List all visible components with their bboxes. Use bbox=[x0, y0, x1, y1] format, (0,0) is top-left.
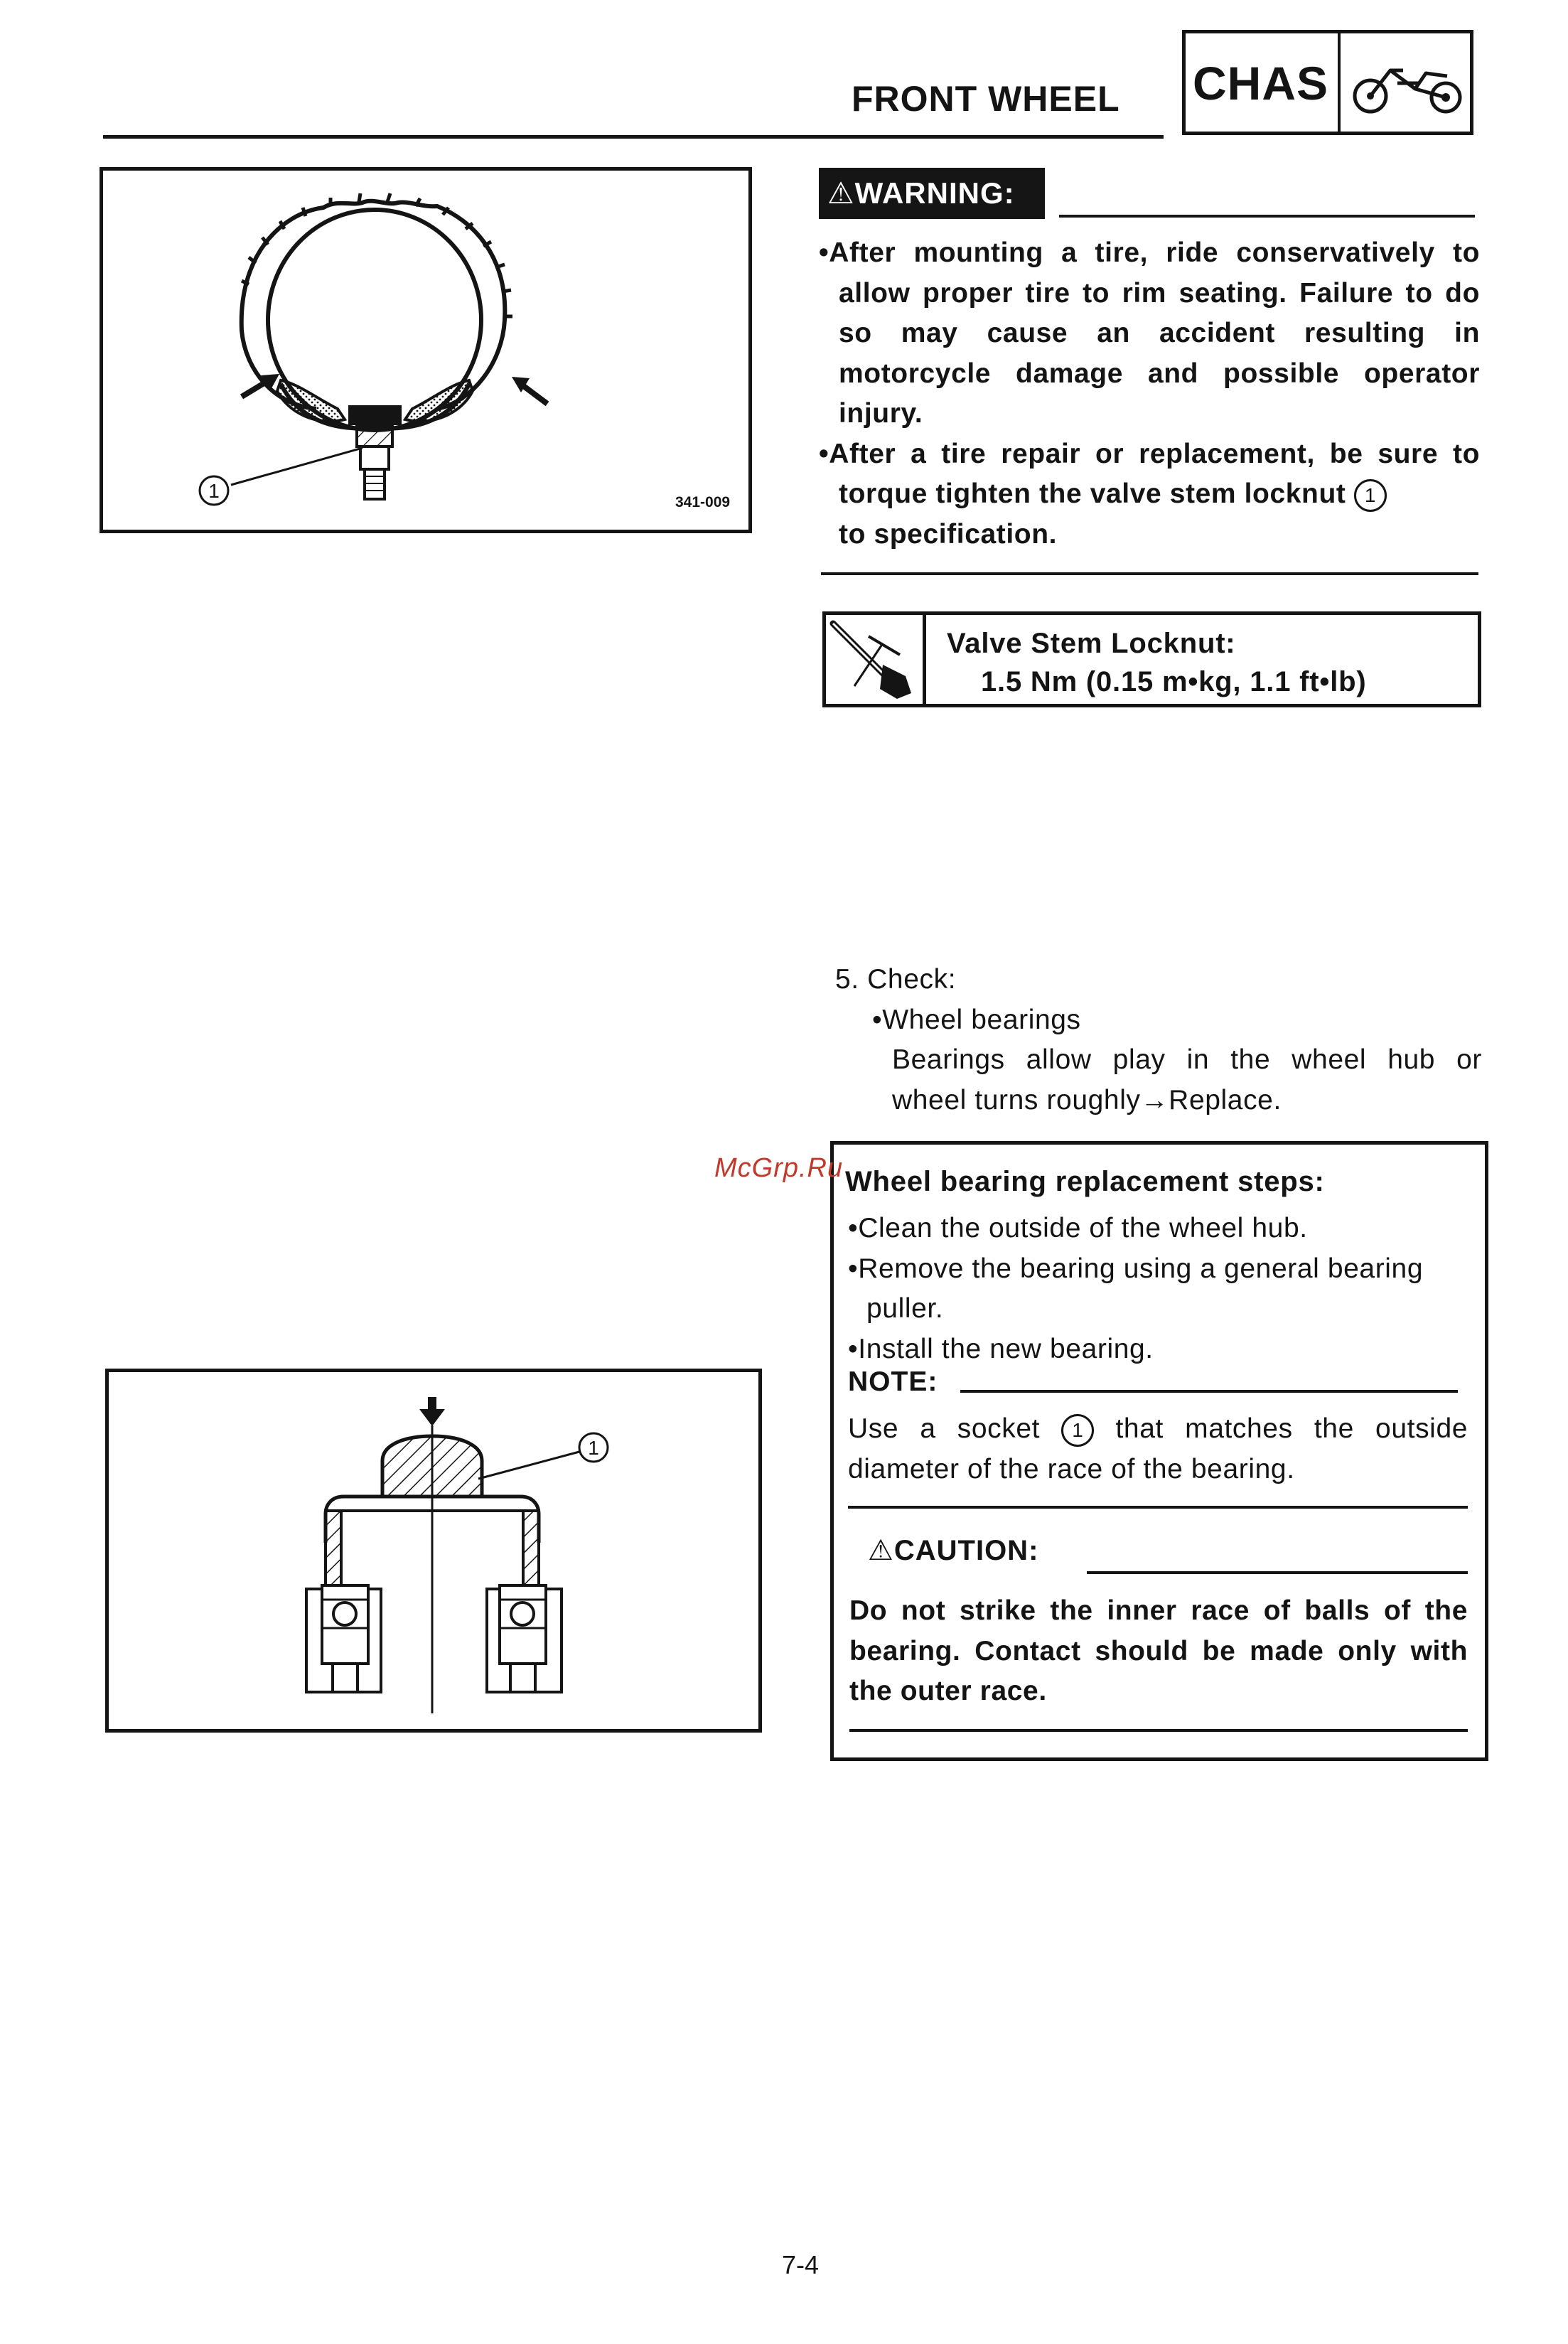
note-rule bbox=[960, 1390, 1458, 1393]
header-rule bbox=[103, 135, 1164, 139]
section-divider bbox=[1338, 33, 1341, 132]
note-end-rule bbox=[848, 1506, 1468, 1509]
replacement-list bbox=[848, 1209, 1473, 1369]
tire-valve-diagram bbox=[103, 171, 748, 530]
figure-tire-valve bbox=[100, 167, 752, 533]
bearing-replacement-box bbox=[830, 1141, 1488, 1761]
check-description: wheel turns roughly→Replace. bbox=[892, 1084, 1282, 1115]
caution-text: Do not strike the inner race of balls of the bearing. Contact should be made only with the outer race. bbox=[849, 1595, 1468, 1706]
caution-label: ⚠CAUTION: bbox=[868, 1535, 1039, 1566]
warning-rule bbox=[1059, 215, 1475, 218]
check-description: Bearings allow play in the wheel hub or bbox=[892, 1044, 1482, 1075]
list-item: •Remove the bearing using a general bearing puller. bbox=[848, 1253, 1424, 1324]
torque-wrench-icon bbox=[826, 615, 919, 704]
section-label: CHAS bbox=[1193, 57, 1329, 109]
check-step bbox=[835, 960, 1482, 1120]
caution-rule bbox=[1087, 1571, 1468, 1574]
page-number: 7-4 bbox=[782, 2250, 820, 2279]
bearing-socket-diagram bbox=[109, 1372, 758, 1729]
watermark: McGrp.Ru bbox=[714, 1153, 844, 1183]
note-label: NOTE: bbox=[848, 1366, 938, 1397]
torque-value: 1.5 Nm (0.15 m•kg, 1.1 ft•lb) bbox=[981, 666, 1367, 697]
check-item: •Wheel bearings bbox=[872, 1004, 1081, 1035]
callout-1: 1 bbox=[1354, 479, 1387, 512]
warning-text bbox=[819, 233, 1480, 555]
step-heading: 5. Check: bbox=[835, 964, 957, 995]
note-text: Use a socket 1 that matches the outside diameter of the race of the bearing. bbox=[848, 1413, 1468, 1484]
figure-code: 341-009 bbox=[675, 494, 731, 510]
torque-spec-box bbox=[822, 611, 1481, 707]
figure-bearing-socket bbox=[105, 1369, 762, 1733]
torque-label: Valve Stem Locknut: bbox=[947, 628, 1236, 659]
motorcycle-icon bbox=[1348, 55, 1468, 119]
warning-end-rule bbox=[821, 572, 1478, 575]
list-item: •Install the new bearing. bbox=[848, 1333, 1154, 1364]
figure2-callout: 1 bbox=[588, 1437, 599, 1459]
warning-item: •After a tire repair or replacement, be sure to torque tighten the valve stem locknut 1 to specification. bbox=[819, 438, 1480, 550]
section-badge bbox=[1182, 30, 1473, 135]
caution-end-rule bbox=[849, 1729, 1468, 1732]
figure1-callout: 1 bbox=[208, 480, 220, 502]
warning-badge: ⚠WARNING: bbox=[819, 168, 1045, 219]
replacement-title: Wheel bearing replacement steps: bbox=[845, 1166, 1325, 1197]
warning-item: •After mounting a tire, ride conservatively to allow proper tire to rim seating. Failure to do so may cause an accident resulting in motorcycle damage and possible operator injury. bbox=[819, 237, 1480, 429]
list-item: •Clean the outside of the wheel hub. bbox=[848, 1213, 1308, 1243]
page-title: FRONT WHEEL bbox=[852, 79, 1120, 119]
callout-1: 1 bbox=[1061, 1414, 1094, 1447]
